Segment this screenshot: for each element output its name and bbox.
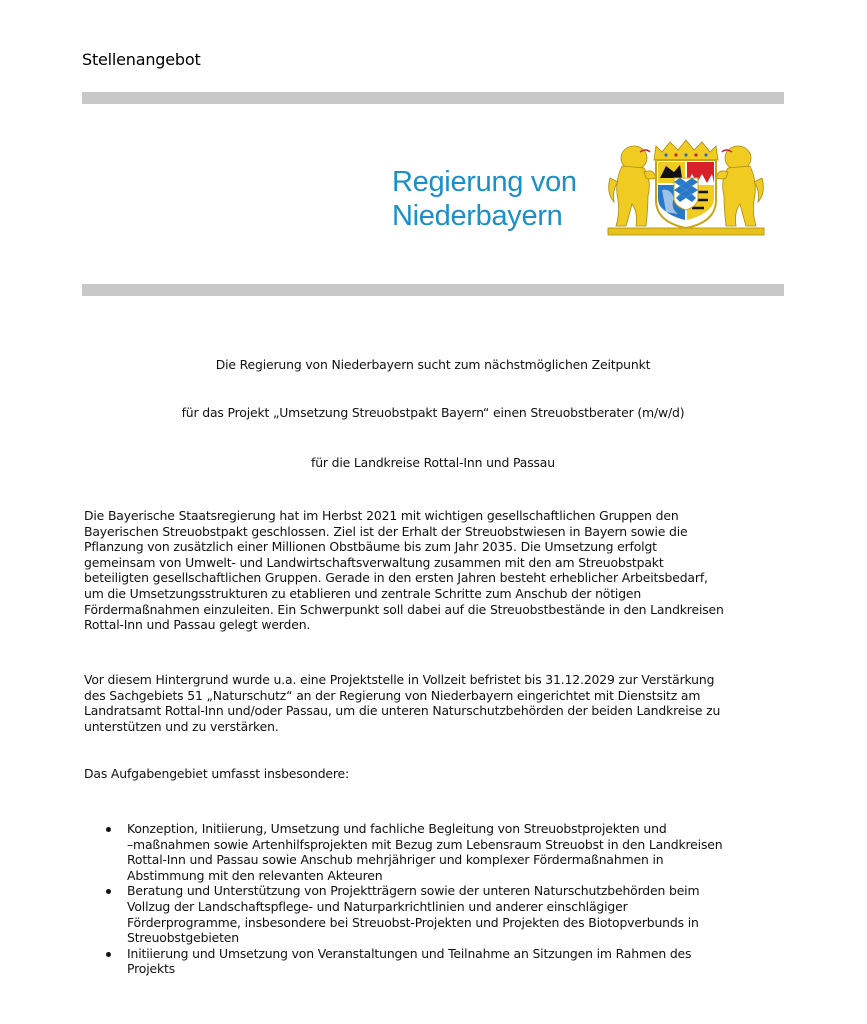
paragraph-line: des Sachgebiets 51 „Naturschutz“ an der Regierung von Niederbayern eingerichtet mit Dienstsitz am xyxy=(84,687,701,703)
logo-line-1: Regierung von xyxy=(392,166,577,198)
document-title: Stellenangebot xyxy=(82,50,201,69)
list-item-line: Abstimmung mit den relevanten Akteuren xyxy=(127,867,383,883)
bullet-icon xyxy=(106,889,111,894)
paragraph-line: gemeinsam von Umwelt- und Landwirtschaftsverwaltung zusammen mit den am Streuobstpakt xyxy=(84,554,664,570)
list-item-line: Streuobstgebieten xyxy=(127,930,239,946)
list-item xyxy=(104,821,784,883)
organization-logo-text xyxy=(392,165,602,233)
top-divider-bar xyxy=(82,92,784,104)
list-item-line: Rottal-Inn und Passau sowie Anschub mehrjähriger und komplexer Fördermaßnahmen in xyxy=(127,852,664,868)
list-item-line: Beratung und Unterstützung von Projektträgern sowie der unteren Naturschutzbehörden beim xyxy=(127,883,700,899)
list-item xyxy=(104,946,784,977)
list-item-line: –maßnahmen sowie Artenhilfsprojekten mit Bezug zum Lebensraum Streuobst in den Landkreisen xyxy=(127,836,723,852)
paragraph-line: Die Bayerische Staatsregierung hat im Herbst 2021 mit wichtigen gesellschaftlichen Gruppen den xyxy=(84,508,679,523)
intro-line-2: für das Projekt „Umsetzung Streuobstpakt Bayern“ einen Streuobstberater (m/w/d) xyxy=(181,405,685,420)
paragraph-line: beteiligten gesellschaftlichen Gruppen. Gerade in den ersten Jahren besteht erheblicher Arbeitsbedarf, xyxy=(84,570,708,586)
list-item-line: Konzeption, Initiierung, Umsetzung und fachliche Begleitung von Streuobstprojekten und xyxy=(127,821,667,836)
bullet-icon xyxy=(106,952,111,957)
paragraph-line: Landratsamt Rottal-Inn und/oder Passau, um die unteren Naturschutzbehörden der beiden Landkreise zu xyxy=(84,703,721,719)
position-paragraph xyxy=(84,672,784,734)
paragraph-line: Pflanzung von zusätzlich einer Millionen Obstbäume bis zum Jahr 2035. Die Umsetzung erfolgt xyxy=(84,539,657,555)
list-item-line: Initiierung und Umsetzung von Veranstaltungen und Teilnahme an Sitzungen im Rahmen des xyxy=(127,945,692,961)
list-item-line: Projekts xyxy=(127,961,176,977)
paragraph-line: unterstützen und zu verstärken. xyxy=(84,718,279,734)
logo-line-2: Niederbayern xyxy=(392,200,563,232)
tasks-heading: Das Aufgabengebiet umfasst insbesondere: xyxy=(84,766,350,781)
paragraph-line: Vor diesem Hintergrund wurde u.a. eine Projektstelle in Vollzeit befristet bis 31.12.2029 zur Verstärkung xyxy=(84,672,715,687)
bullet-icon xyxy=(106,827,111,832)
bottom-divider-bar xyxy=(82,284,784,296)
paragraph-line: Fördermaßnahmen einzuleiten. Ein Schwerpunkt soll dabei auf die Streuobstbestände in den Landkreisen xyxy=(84,601,724,617)
list-item-line: Vollzug der Landschaftspflege- und Naturparkrichtlinien und anderer einschlägiger xyxy=(127,898,628,914)
list-item xyxy=(104,883,784,945)
intro-line-3: für die Landkreise Rottal-Inn und Passau xyxy=(311,455,555,470)
paragraph-line: Rottal-Inn und Passau gelegt werden. xyxy=(84,617,311,633)
paragraph-line: Bayerischen Streuobstpakt geschlossen. Ziel ist der Erhalt der Streuobstwiesen in Bayern sowie die xyxy=(84,523,688,539)
intro-line-1: Die Regierung von Niederbayern sucht zum nächstmöglichen Zeitpunkt xyxy=(215,357,651,372)
list-item-line: Förderprogramme, insbesondere bei Streuobst-Projekten und Projekten des Biotopverbunds in xyxy=(127,914,699,930)
background-paragraph xyxy=(84,508,784,633)
paragraph-line: um die Umsetzungsstrukturen zu etablieren und zentrale Schritte zum Anschub der nötigen xyxy=(84,585,642,601)
bavarian-coat-of-arms-icon xyxy=(604,138,768,238)
tasks-list xyxy=(104,821,784,977)
